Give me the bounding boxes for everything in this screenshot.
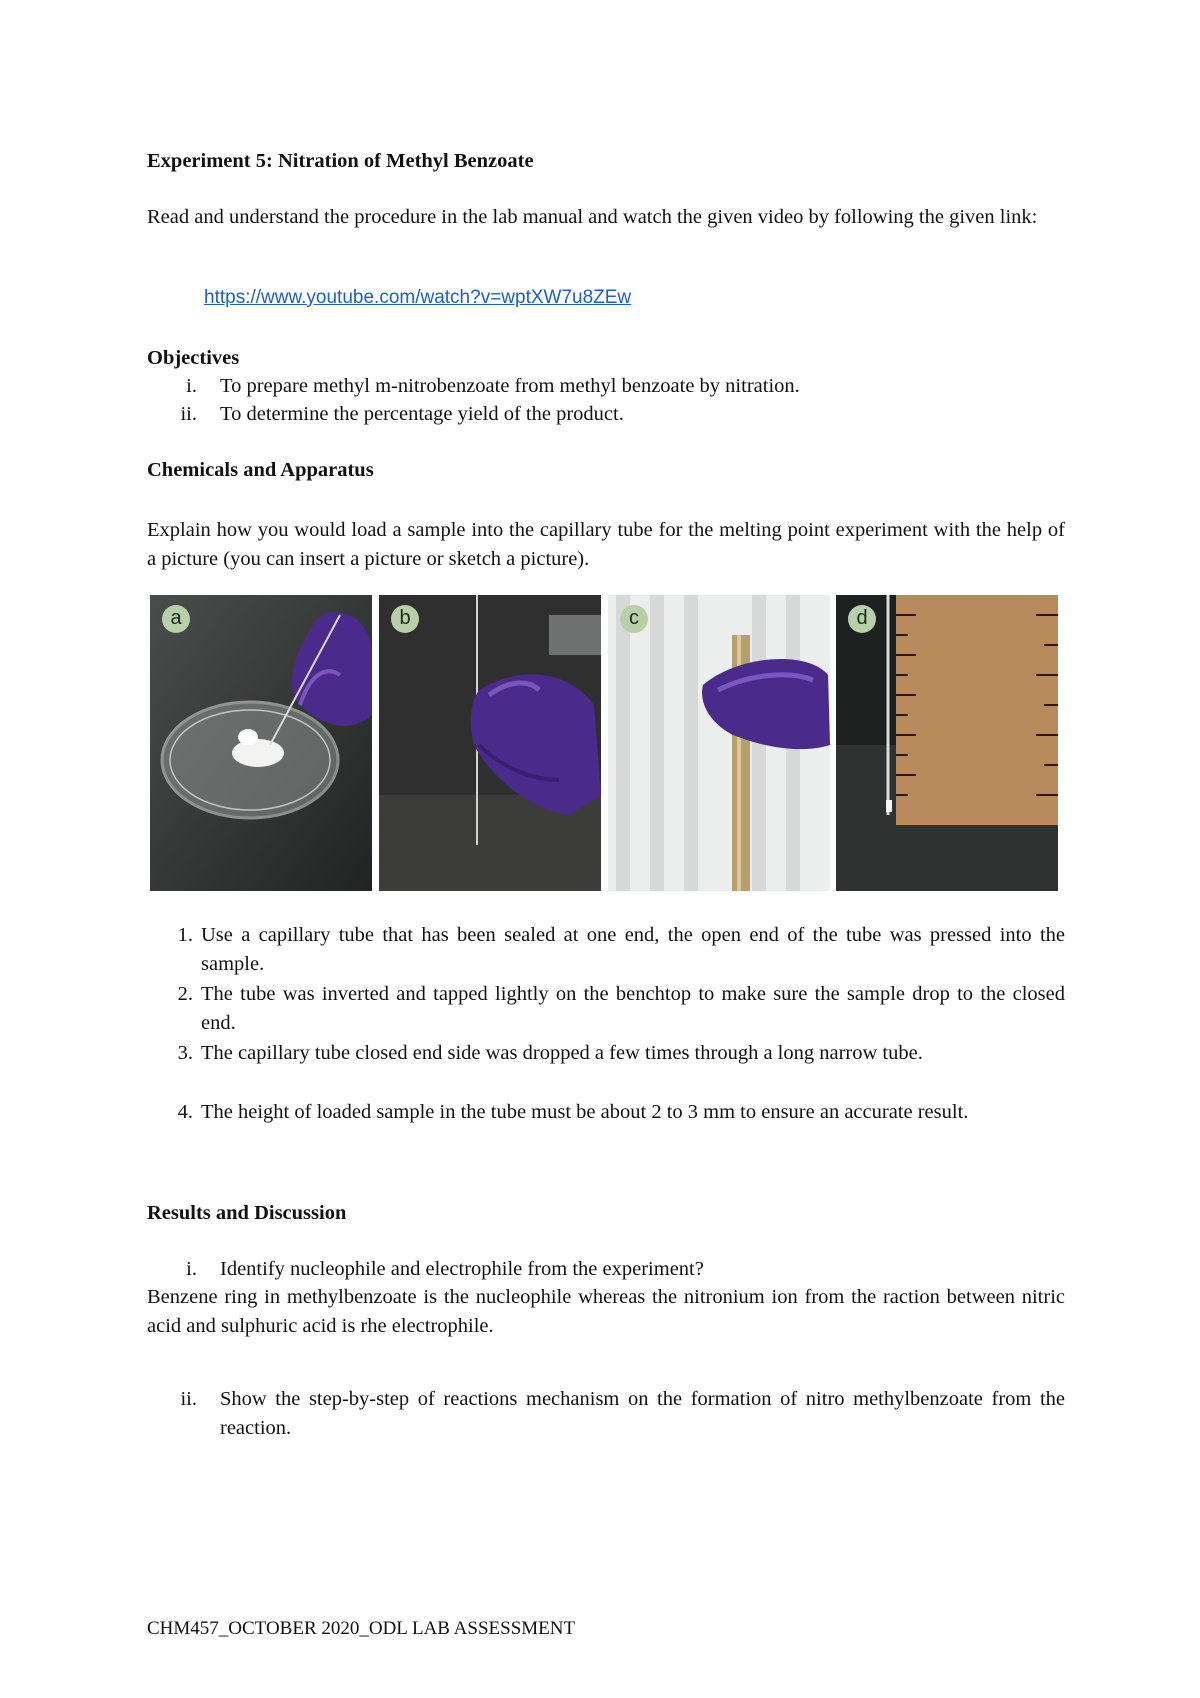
step-text: The tube was inverted and tapped lightly on the benchtop to make sure the sample drop to the closed end. xyxy=(201,983,1065,1034)
step-text: The height of loaded sample in the tube must be about 2 to 3 mm to ensure an accurate result. xyxy=(201,1101,969,1123)
ruler-height-check-image xyxy=(836,595,1058,891)
inverted-tube-tapping-image xyxy=(379,595,601,891)
objective-marker: ii. xyxy=(180,403,197,425)
photo-label-a: a xyxy=(162,605,190,633)
step-number: 3. xyxy=(177,1042,193,1064)
page-footer: CHM457_OCTOBER 2020_ODL LAB ASSESSMENT xyxy=(147,1618,576,1639)
photo-c xyxy=(608,595,830,891)
photo-label-d: d xyxy=(848,605,876,633)
step-number: 1. xyxy=(177,924,193,946)
objective-text: To prepare methyl m-nitrobenzoate from methyl benzoate by nitration. xyxy=(220,375,800,397)
photo-label-b: b xyxy=(391,605,419,633)
photo-d xyxy=(836,595,1058,891)
step-number: 4. xyxy=(177,1101,193,1123)
objectives-heading: Objectives xyxy=(147,347,240,369)
step-text: Use a capillary tube that has been sealed at one end, the open end of the tube was pressed into the sample. xyxy=(201,924,1065,975)
photo-label-c: c xyxy=(620,605,648,633)
photo-a xyxy=(150,595,372,891)
page-title: Experiment 5: Nitration of Methyl Benzoate xyxy=(147,150,534,172)
results-heading: Results and Discussion xyxy=(147,1202,347,1224)
chemicals-heading: Chemicals and Apparatus xyxy=(147,459,374,481)
question-marker: ii. xyxy=(180,1388,197,1410)
question-text: Identify nucleophile and electrophile from the experiment? xyxy=(220,1258,704,1280)
step-text: The capillary tube closed end side was dropped a few times through a long narrow tube. xyxy=(201,1042,923,1064)
question-marker: i. xyxy=(186,1258,197,1280)
objective-marker: i. xyxy=(186,375,197,397)
video-link[interactable]: https://www.youtube.com/watch?v=wptXW7u8ZEw xyxy=(204,287,632,308)
watch-glass-sample-image xyxy=(150,595,372,891)
drop-through-long-tube-image xyxy=(608,595,830,891)
chemicals-question: Explain how you would load a sample into the capillary tube for the melting point experiment with the help of a picture (you can insert a picture or sketch a picture). xyxy=(147,519,1065,570)
capillary-loading-photos xyxy=(150,595,1058,891)
results-answer-1: Benzene ring in methylbenzoate is the nucleophile whereas the nitronium ion from the raction between nitric acid and sulphuric acid is rhe electrophile. xyxy=(147,1286,1065,1337)
objective-text: To determine the percentage yield of the product. xyxy=(220,403,624,425)
question-text: Show the step-by-step of reactions mechanism on the formation of nitro methylbenzoate from the reaction. xyxy=(220,1388,1065,1439)
photo-b xyxy=(379,595,601,891)
intro-paragraph: Read and understand the procedure in the lab manual and watch the given video by following the given link: xyxy=(147,206,1038,228)
step-number: 2. xyxy=(177,983,193,1005)
